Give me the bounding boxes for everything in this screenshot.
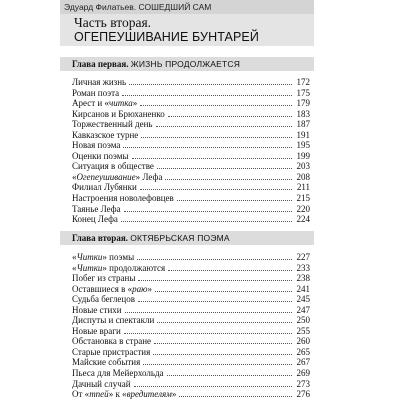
- toc-entry: [72, 182, 310, 193]
- toc-entry-title: [72, 315, 154, 326]
- toc-dot-leader: [122, 95, 292, 96]
- toc-entry-title: [72, 357, 140, 368]
- toc-entry-title-italic: Читки: [76, 262, 103, 273]
- toc-entry-title-text: Личная жизнь: [72, 77, 127, 87]
- toc-entry-title: [72, 98, 137, 109]
- toc-entry-title-text: Роман поэта: [72, 87, 120, 98]
- toc-entry: [72, 357, 310, 368]
- toc-entry-title-text: »: [171, 389, 177, 400]
- toc-entry-title: [72, 88, 119, 99]
- toc-dot-leader: [153, 354, 292, 355]
- toc-entry-title-text: » к «: [108, 389, 127, 400]
- chapter-2-number: Глава вторая.: [72, 233, 128, 243]
- toc-entry-title-text: » поэмы: [102, 252, 135, 262]
- toc-page-number: 238: [296, 273, 310, 284]
- toc-entry: [72, 130, 310, 141]
- toc-dot-leader: [138, 301, 292, 302]
- toc-entry-title: [72, 109, 165, 120]
- toc-page-number: 211: [296, 182, 310, 193]
- toc-entry-title: [72, 336, 151, 347]
- toc-entry: [72, 193, 310, 204]
- toc-entry-title: [72, 273, 135, 284]
- toc-entry-title-text: Диспуты и спектакли: [72, 315, 155, 326]
- toc-entry-title: [72, 140, 120, 151]
- toc-entry: [72, 379, 310, 390]
- toc-dot-leader: [137, 259, 292, 260]
- toc-entry-title: [72, 294, 135, 305]
- toc-dot-leader: [138, 280, 292, 281]
- toc-entry: [72, 214, 310, 225]
- toc-page-number: 247: [296, 304, 310, 315]
- chapter-2-heading: [72, 231, 230, 245]
- toc-dot-leader: [124, 333, 292, 334]
- toc-dot-leader: [134, 386, 292, 387]
- toc-entry: [72, 151, 310, 162]
- toc-entry: [72, 77, 310, 88]
- toc-entry-title: [72, 305, 122, 316]
- toc-entry-title-text: Обстановка в стране: [72, 336, 152, 347]
- chapter-2-title: ОКТЯБРЬСКАЯ ПОЭМА: [130, 233, 230, 243]
- toc-page-number: 191: [296, 129, 310, 140]
- chapter-2-toc: [72, 252, 310, 400]
- toc-entry-title-text: Старые пристрастия: [72, 346, 151, 357]
- toc-page-number: 183: [296, 108, 310, 119]
- toc-entry-title-text: Побег из страны: [72, 273, 136, 284]
- toc-entry: [72, 273, 310, 284]
- toc-entry-title-italic: вредителям: [126, 389, 172, 400]
- toc-page-number: 195: [296, 140, 310, 151]
- toc-entry-title-italic: Читки: [76, 252, 103, 262]
- toc-page-number: 215: [296, 193, 310, 204]
- toc-entry-title: [72, 119, 153, 130]
- toc-entry-title-text: От «: [72, 389, 90, 400]
- toc-entry-title: [72, 130, 138, 141]
- toc-entry: [72, 98, 310, 109]
- toc-page-number: 241: [296, 283, 310, 294]
- toc-dot-leader: [168, 116, 292, 117]
- toc-dot-leader: [143, 364, 292, 365]
- toc-page-number: 269: [296, 368, 310, 379]
- toc-entry: [72, 347, 310, 358]
- toc-entry-title: [72, 379, 131, 390]
- toc-dot-leader: [129, 84, 292, 85]
- toc-dot-leader: [157, 168, 292, 169]
- toc-entry: [72, 109, 310, 120]
- part-subtitle: ОГЕПЕУШИВАНИЕ БУНТАРЕЙ: [74, 30, 259, 44]
- toc-page-number: 220: [296, 203, 310, 214]
- toc-page-number: 199: [296, 150, 310, 161]
- toc-page-number: 265: [296, 346, 310, 357]
- toc-dot-leader: [165, 179, 292, 180]
- toc-entry: [72, 204, 310, 215]
- toc-entry: [72, 389, 310, 400]
- toc-dot-leader: [155, 291, 292, 292]
- toc-entry-title: [72, 214, 118, 225]
- toc-entry-title: [72, 368, 164, 379]
- toc-entry-title-text: Новые враги: [72, 325, 121, 336]
- toc-entry: [72, 172, 310, 183]
- toc-entry-title-text: Кирсанов и Брюханенко: [72, 108, 165, 119]
- toc-dot-leader: [140, 189, 292, 190]
- toc-entry: [72, 294, 310, 305]
- toc-page-number: 224: [296, 214, 310, 225]
- toc-entry-title-italic: читка: [108, 98, 133, 109]
- toc-entry-title: [72, 204, 121, 215]
- toc-entry-title-text: » Лефа: [135, 171, 163, 182]
- toc-entry-title-text: Новые стихи: [72, 304, 122, 315]
- toc-entry-title-text: Ситуация в обществе: [72, 161, 154, 172]
- toc-entry-title-text: »: [132, 98, 138, 109]
- toc-dot-leader: [140, 105, 292, 106]
- toc-page-number: 203: [296, 161, 310, 172]
- chapter-1-title: ЖИЗНЬ ПРОДОЛЖАЕТСЯ: [130, 59, 241, 69]
- toc-dot-leader: [177, 200, 292, 201]
- toc-page-number: 250: [296, 315, 310, 326]
- toc-entry-title-text: Настроения новолефовцев: [72, 193, 174, 204]
- toc-dot-leader: [167, 375, 292, 376]
- toc-entry-title-text: Кавказское турне: [72, 129, 139, 140]
- toc-entry-title-text: Оценки поэмы: [72, 150, 129, 161]
- toc-entry: [72, 88, 310, 99]
- toc-page-number: 208: [296, 171, 310, 182]
- toc-entry: [72, 336, 310, 347]
- toc-entry-title-text: »: [147, 283, 152, 294]
- toc-dot-leader: [121, 221, 292, 222]
- toc-dot-leader: [125, 312, 292, 313]
- toc-entry-title-text: «: [72, 252, 77, 262]
- toc-entry-title-text: » продолжаются: [102, 262, 166, 273]
- toc-dot-leader: [168, 270, 292, 271]
- toc-entry-title-text: Новая поэма: [72, 140, 121, 151]
- toc-entry-title-text: «: [72, 171, 77, 182]
- toc-entry: [72, 119, 310, 130]
- toc-page-number: 187: [296, 119, 310, 130]
- chapter-1-heading: [72, 57, 240, 71]
- toc-entry-title-italic: раю: [132, 283, 148, 294]
- toc-page-number: 233: [296, 262, 310, 273]
- toc-entry-title: [72, 77, 126, 88]
- toc-entry-title-text: «: [72, 262, 77, 273]
- toc-entry: [72, 252, 310, 263]
- toc-dot-leader: [132, 158, 292, 159]
- toc-dot-leader: [179, 396, 292, 397]
- toc-entry-title-italic: тпей: [89, 389, 109, 400]
- toc-dot-leader: [124, 211, 292, 212]
- toc-entry: [72, 315, 310, 326]
- toc-entry: [72, 284, 310, 295]
- toc-entry-title-text: Таянье Лефа: [72, 203, 121, 214]
- running-head: Эдуард Филатьев. СОШЕДШИЙ САМ: [64, 2, 212, 12]
- toc-page-number: 276: [296, 389, 310, 400]
- toc-page-number: 175: [296, 87, 310, 98]
- toc-entry-title: [72, 284, 152, 295]
- toc-entry-title-text: Филиал Лубянки: [72, 182, 137, 193]
- toc-entry-title: [72, 193, 174, 204]
- toc-entry: [72, 368, 310, 379]
- toc-entry-title-text: Арест и «: [72, 98, 109, 109]
- toc-entry-title-text: Конец Лефа: [72, 214, 118, 225]
- toc-entry: [72, 161, 310, 172]
- toc-page-number: 260: [296, 336, 310, 347]
- toc-dot-leader: [157, 322, 292, 323]
- toc-dot-leader: [141, 137, 292, 138]
- chapter-1-toc: [72, 77, 310, 225]
- toc-dot-leader: [154, 343, 292, 344]
- toc-page-number: 227: [296, 252, 310, 262]
- toc-entry: [72, 263, 310, 274]
- toc-page-number: 273: [296, 378, 310, 389]
- toc-entry-title-text: Дачный случай: [72, 378, 131, 389]
- part-title: Часть вторая.: [74, 15, 152, 30]
- toc-entry-title: [72, 182, 137, 193]
- toc-entry-title: [72, 326, 121, 337]
- toc-page-number: 172: [296, 77, 310, 87]
- toc-entry-title: [72, 347, 150, 358]
- toc-entry-title-italic: Огепеушивание: [76, 171, 136, 182]
- toc-entry-title-text: Пьеса для Мейерхольда: [72, 368, 164, 379]
- toc-dot-leader: [156, 126, 293, 127]
- toc-entry-title: [72, 161, 154, 172]
- toc-entry-title-text: Судьба беглецов: [72, 294, 135, 305]
- toc-entry-title-text: Майские события: [72, 357, 141, 368]
- toc-entry-title: [72, 172, 162, 183]
- toc-entry: [72, 140, 310, 151]
- toc-dot-leader: [123, 147, 292, 148]
- toc-page-number: 267: [296, 357, 310, 368]
- toc-entry-title-text: Оставшиеся в «: [72, 283, 133, 294]
- toc-entry-title: [72, 389, 176, 400]
- chapter-1-number: Глава первая.: [72, 59, 129, 69]
- toc-entry-title-text: Торжественный день: [72, 119, 153, 130]
- toc-entry: [72, 326, 310, 337]
- toc-page-number: 179: [296, 98, 310, 109]
- toc-entry: [72, 305, 310, 316]
- toc-page-number: 245: [296, 294, 310, 305]
- toc-entry-title: [72, 263, 165, 274]
- toc-entry-title: [72, 252, 134, 263]
- toc-entry-title: [72, 151, 129, 162]
- toc-page-number: 255: [296, 325, 310, 336]
